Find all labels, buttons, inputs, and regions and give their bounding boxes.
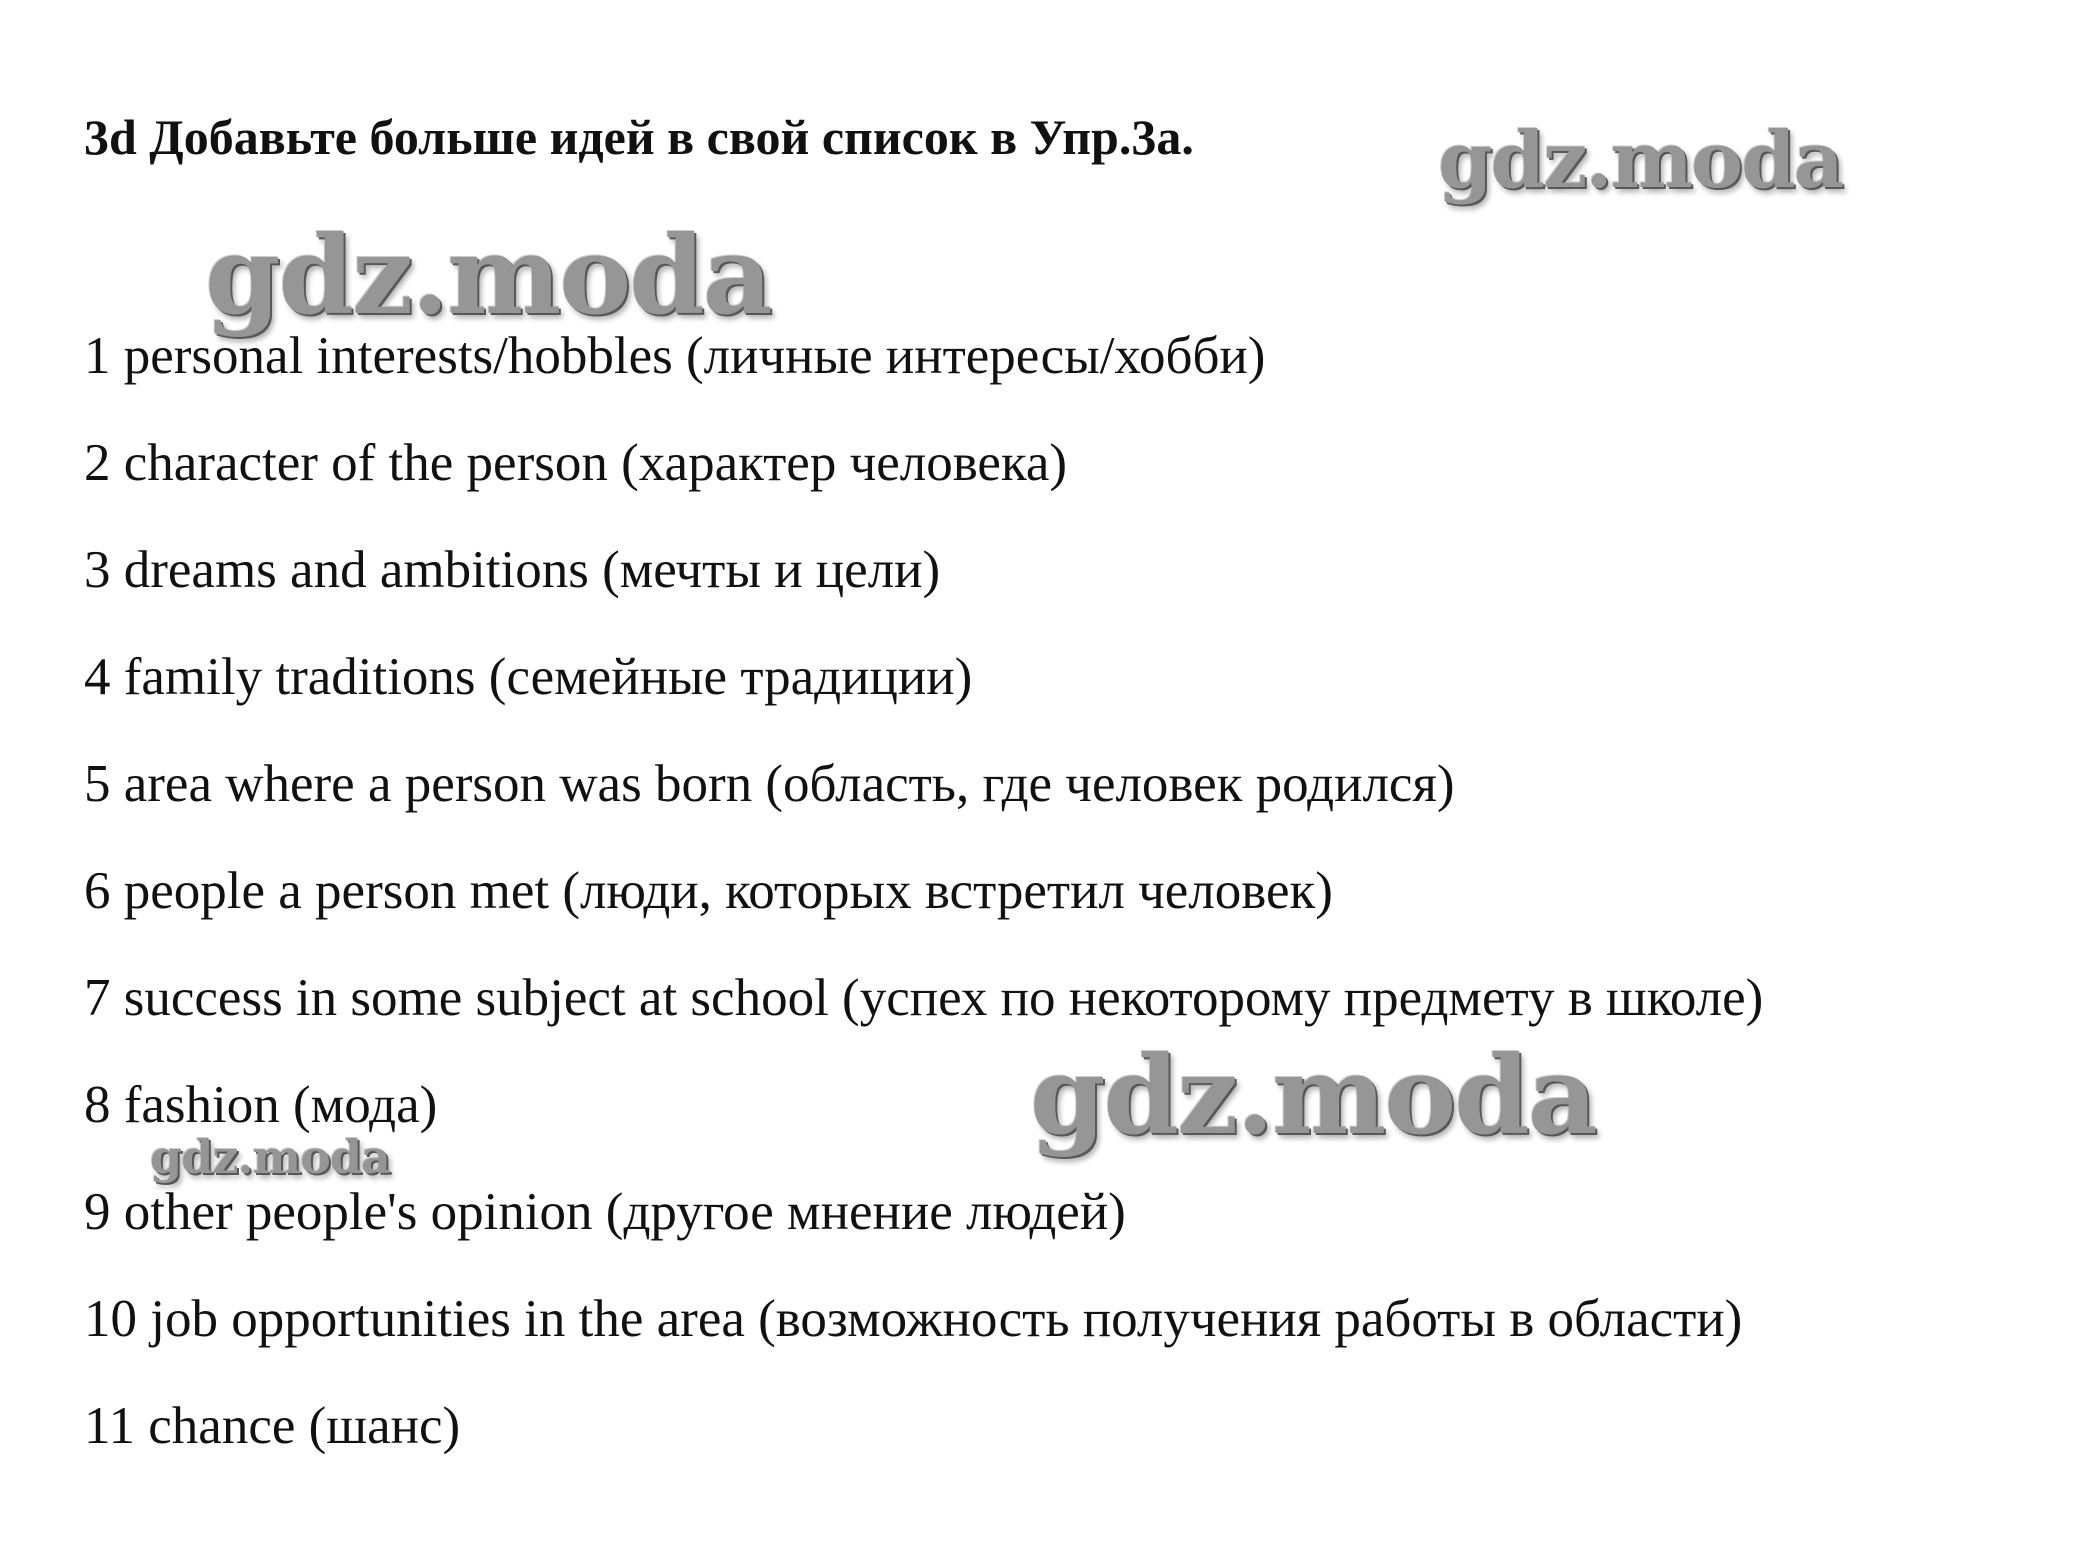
watermark-logo: gdz.moda bbox=[1438, 115, 1843, 206]
list-item: 9 other people's opinion (другое мнение людей) bbox=[84, 1183, 1126, 1241]
watermark-logo: gdz.moda bbox=[205, 213, 771, 339]
watermark-logo: gdz.moda bbox=[150, 1130, 390, 1184]
list-item: 3 dreams and ambitions (мечты и цели) bbox=[84, 541, 941, 599]
list-item: 10 job opportunities in the area (возможность получения работы в области) bbox=[84, 1290, 1743, 1348]
list-item: 8 fashion (мода) bbox=[84, 1076, 438, 1134]
list-item: 5 area where a person was born (область, где человек родился) bbox=[84, 755, 1455, 813]
list-item: 7 success in some subject at school (успех по некоторому предмету в школе) bbox=[84, 969, 1764, 1027]
exercise-heading: 3d Добавьте больше идей в свой список в Упр.3а. bbox=[84, 109, 1194, 165]
watermark-logo: gdz.moda bbox=[1030, 1033, 1596, 1159]
list-item: 1 personal interests/hobbles (личные интересы/хобби) bbox=[84, 327, 1266, 385]
ideas-list bbox=[84, 327, 1764, 1507]
list-item: 11 chance (шанс) bbox=[84, 1397, 461, 1455]
list-item: 6 people a person met (люди, которых встретил человек) bbox=[84, 862, 1333, 920]
list-item: 4 family traditions (семейные традиции) bbox=[84, 648, 973, 706]
list-item: 2 character of the person (характер человека) bbox=[84, 434, 1068, 492]
